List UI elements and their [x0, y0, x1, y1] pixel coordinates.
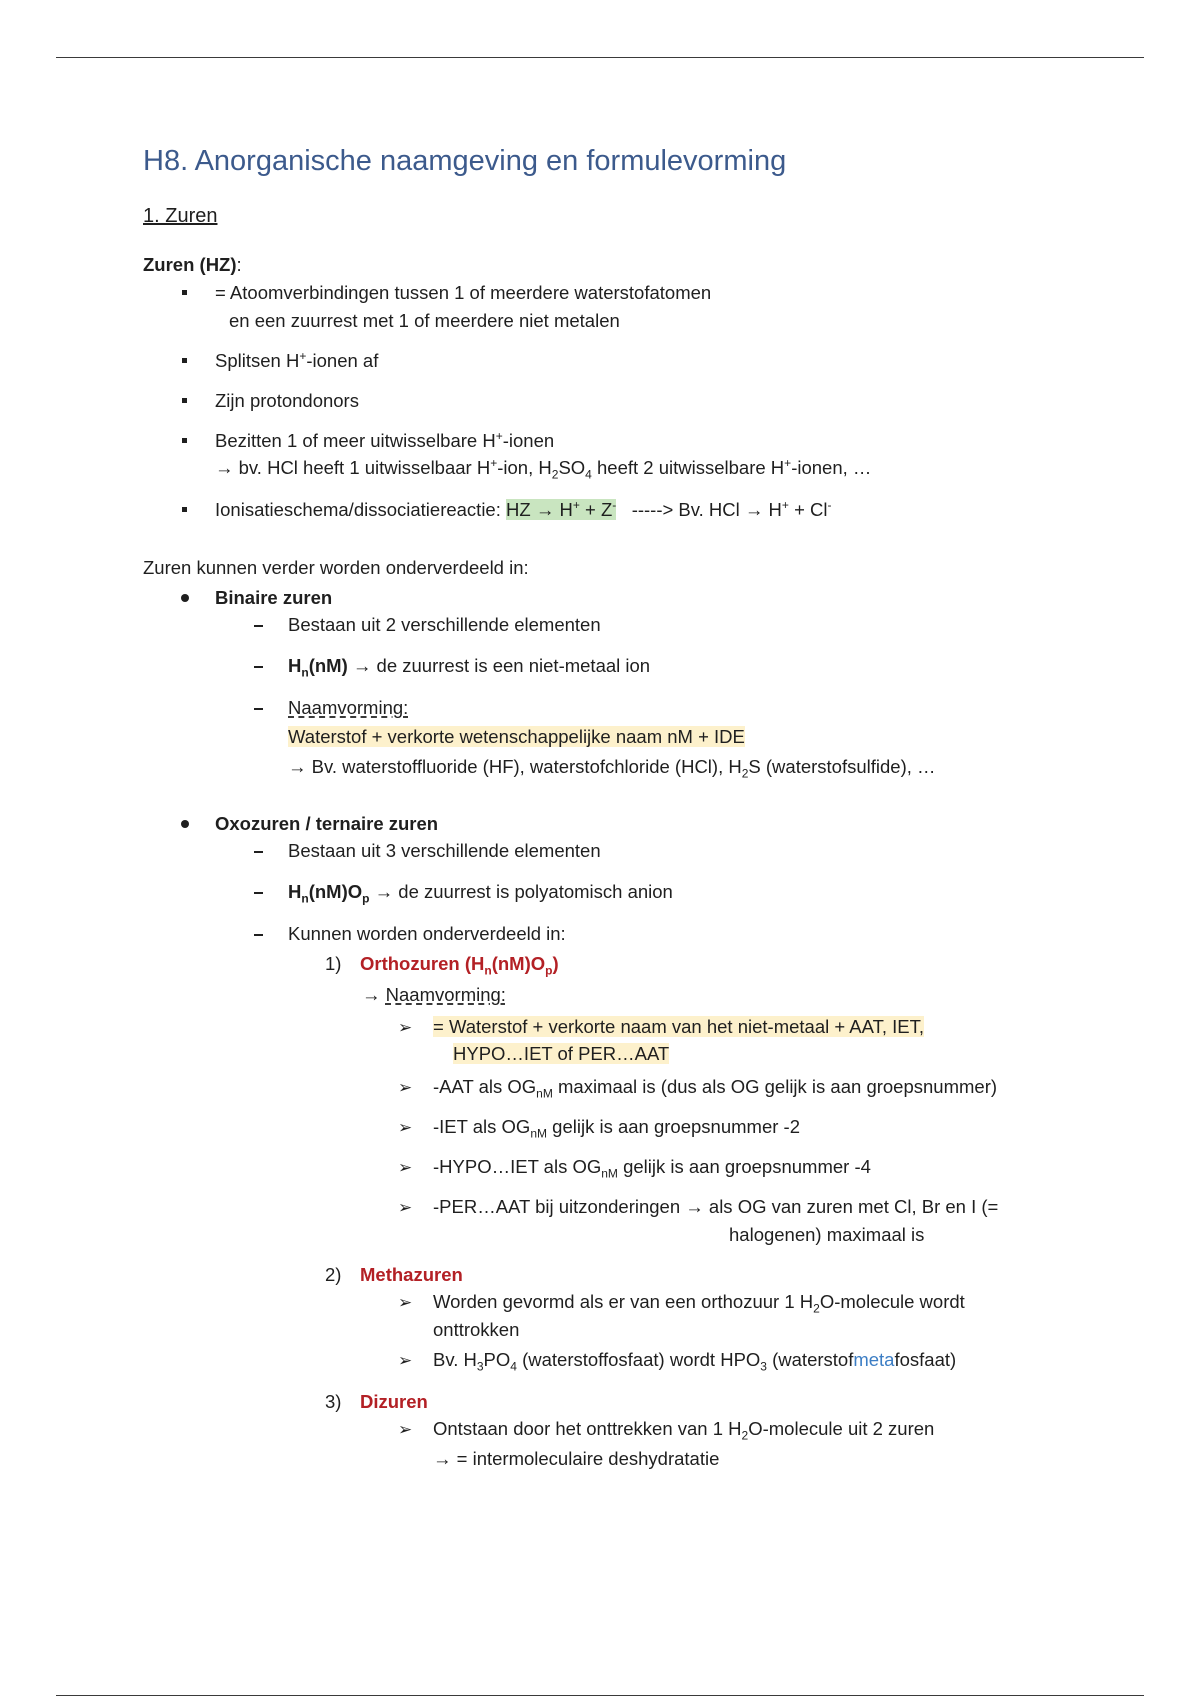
sub: 2: [551, 467, 559, 482]
bullet-icon: [182, 398, 187, 403]
sub: p: [362, 891, 370, 906]
sub: 2: [741, 1428, 749, 1443]
ortho-rule-per-line1: -PER…AAT bij uitzonderingen → als OG van zuren met Cl, Br en I (=: [433, 1196, 999, 1217]
chevron-right-icon: ➢: [398, 1198, 413, 1217]
sub: 2: [813, 1301, 820, 1316]
text: HZ → H: [506, 499, 573, 520]
binaire-formula: [288, 653, 650, 679]
chevron-right-icon: ➢: [398, 1018, 413, 1037]
def-atoom-line1: = Atoomverbindingen tussen 1 of meerdere waterstofatomen: [215, 282, 712, 303]
definition-colon: :: [236, 254, 242, 275]
metha-item1-line2: onttrokken: [433, 1319, 520, 1340]
text: O-molecule uit 2 zuren: [748, 1418, 935, 1439]
dash-icon: [254, 625, 263, 627]
text: + Z: [579, 499, 613, 520]
sub: 3: [760, 1359, 767, 1374]
oxo-formula: [288, 879, 673, 905]
list-number: 1): [325, 953, 342, 974]
methazuren-heading: Methazuren: [360, 1264, 463, 1285]
text: (nM): [308, 655, 348, 676]
binaire-item1: Bestaan uit 2 verschillende elementen: [288, 614, 601, 635]
text: → Bv. waterstoffluoride (HF), waterstofchloride (HCl), H: [288, 756, 742, 777]
text: -HYPO…IET als OG: [433, 1156, 602, 1177]
sup: +: [495, 428, 503, 443]
text: + Cl: [788, 499, 828, 520]
def-bezitten-example: [215, 455, 871, 481]
text: SO: [558, 457, 586, 478]
bullet-dot-icon: [181, 820, 189, 828]
def-bezitten: [215, 428, 554, 454]
text: Worden gevormd als er van een orthozuur 1 H: [433, 1291, 814, 1312]
sub: 2: [741, 766, 749, 781]
text: → de zuurrest is een niet-metaal ion: [347, 655, 651, 676]
orthozuren-heading: [360, 951, 559, 977]
text: (nM)O: [308, 881, 363, 902]
bullet-icon: [182, 438, 187, 443]
definition-label: [143, 252, 242, 278]
text: Bv. H: [433, 1349, 477, 1370]
def-ionisatie: [215, 497, 832, 523]
ionisatie-equation: [506, 499, 616, 520]
text: Naamvorming:: [385, 984, 506, 1005]
text: ): [552, 953, 559, 974]
text: gelijk is aan groepsnummer -2: [547, 1116, 800, 1137]
text: (waterstof: [766, 1349, 854, 1370]
subdivide-intro: Zuren kunnen verder worden onderverdeeld in:: [143, 557, 529, 578]
oxo-item1: Bestaan uit 3 verschillende elementen: [288, 840, 601, 861]
binaire-heading: Binaire zuren: [215, 587, 333, 608]
highlight: Waterstof + verkorte wetenschappelijke naam nM + IDE: [288, 726, 745, 747]
section-heading: 1. Zuren: [143, 205, 218, 227]
ortho-rule-iet: [433, 1114, 800, 1140]
sup: -: [612, 497, 617, 512]
highlight: HYPO…IET of PER…AAT: [453, 1043, 670, 1064]
chevron-right-icon: ➢: [398, 1158, 413, 1177]
text: fosfaat): [894, 1349, 957, 1370]
text: Bezitten 1 of meer uitwisselbare H: [215, 430, 496, 451]
metha-item1-line1: [433, 1289, 965, 1315]
bullet-icon: [182, 358, 187, 363]
dash-icon: [254, 892, 263, 894]
arrow-icon: →: [362, 984, 386, 1005]
text: -IET als OG: [433, 1116, 531, 1137]
dash-icon: [254, 851, 263, 853]
metha-item2: [433, 1347, 956, 1373]
text: heeft 2 uitwisselbare H: [591, 457, 785, 478]
chevron-right-icon: ➢: [398, 1078, 413, 1097]
text: → bv. HCl heeft 1 uitwisselbaar H: [215, 457, 491, 478]
text: -----> Bv. HCl → H: [631, 499, 782, 520]
chevron-right-icon: ➢: [398, 1351, 413, 1370]
text: (nM)O: [491, 953, 546, 974]
dizuren-heading: Dizuren: [360, 1391, 428, 1412]
sup: +: [299, 348, 307, 363]
bullet-icon: [182, 290, 187, 295]
highlight: = Waterstof + verkorte naam van het niet-metaal + AAT, IET,: [433, 1016, 924, 1037]
sub: 4: [585, 467, 592, 482]
definition-label-text: Zuren (HZ): [143, 254, 237, 275]
text: (waterstoffosfaat) wordt HPO: [516, 1349, 761, 1370]
sup: +: [781, 497, 789, 512]
sup: +: [572, 497, 580, 512]
ortho-rule-aat: [433, 1074, 997, 1100]
sup: +: [490, 455, 498, 470]
chevron-right-icon: ➢: [398, 1118, 413, 1137]
sub: n: [484, 963, 492, 978]
sub: n: [301, 891, 309, 906]
oxo-subdivide: Kunnen worden onderverdeeld in:: [288, 923, 566, 944]
text: meta: [853, 1349, 895, 1370]
text: -ionen: [502, 430, 555, 451]
bullet-dot-icon: [181, 594, 189, 602]
sup: -: [827, 497, 832, 512]
text: O-molecule wordt: [819, 1291, 965, 1312]
text: Ontstaan door het onttrekken van 1 H: [433, 1418, 742, 1439]
ortho-rule-line1: [433, 1014, 924, 1040]
text: -AAT als OG: [433, 1076, 537, 1097]
text: Splitsen H: [215, 350, 300, 371]
oxo-heading: Oxozuren / ternaire zuren: [215, 813, 439, 834]
text: H: [288, 655, 302, 676]
ortho-rule-per-line2: halogenen) maximaal is: [729, 1224, 925, 1245]
sub: nM: [530, 1126, 548, 1141]
page-title: H8. Anorganische naamgeving en formulevorming: [143, 145, 787, 177]
def-splitsen: [215, 348, 378, 374]
text: -ionen af: [306, 350, 379, 371]
sub: 3: [476, 1359, 484, 1374]
text: -ionen, …: [791, 457, 872, 478]
sup: +: [784, 455, 792, 470]
binaire-naamvorming-rule: [288, 724, 745, 750]
text: Ionisatieschema/dissociatiereactie:: [215, 499, 507, 520]
dash-icon: [254, 708, 263, 710]
bullet-icon: [182, 507, 187, 512]
text: Orthozuren (H: [360, 953, 485, 974]
text: maximaal is (dus als OG gelijk is aan groepsnummer): [552, 1076, 998, 1097]
text: PO: [483, 1349, 511, 1370]
sub: p: [545, 963, 553, 978]
ortho-rule-hypo: [433, 1154, 871, 1180]
sub: 4: [510, 1359, 517, 1374]
sub: nM: [536, 1086, 553, 1101]
list-number: 3): [325, 1391, 342, 1412]
sub: n: [301, 665, 309, 680]
sub: nM: [601, 1166, 618, 1181]
diz-item1: [433, 1416, 934, 1442]
text: H: [288, 881, 302, 902]
chevron-right-icon: ➢: [398, 1420, 413, 1439]
binaire-naamvorming-label: Naamvorming:: [288, 697, 409, 718]
def-atoom-line2: en een zuurrest met 1 of meerdere niet metalen: [229, 310, 620, 331]
diz-item2: → = intermoleculaire deshydratatie: [433, 1448, 720, 1469]
footer-rule: [56, 1695, 1144, 1696]
orthozuren-naamvorming: [362, 982, 506, 1008]
text: gelijk is aan groepsnummer -4: [617, 1156, 871, 1177]
dash-icon: [254, 666, 263, 668]
header-rule: [56, 57, 1144, 58]
dash-icon: [254, 934, 263, 936]
binaire-naamvorming-example: [288, 754, 936, 780]
chevron-right-icon: ➢: [398, 1293, 413, 1312]
text: → de zuurrest is polyatomisch anion: [369, 881, 673, 902]
text: -ion, H: [497, 457, 552, 478]
def-protondonors: Zijn protondonors: [215, 390, 359, 411]
ortho-rule-line2: [453, 1041, 669, 1067]
list-number: 2): [325, 1264, 342, 1285]
text: S (waterstofsulfide), …: [748, 756, 936, 777]
